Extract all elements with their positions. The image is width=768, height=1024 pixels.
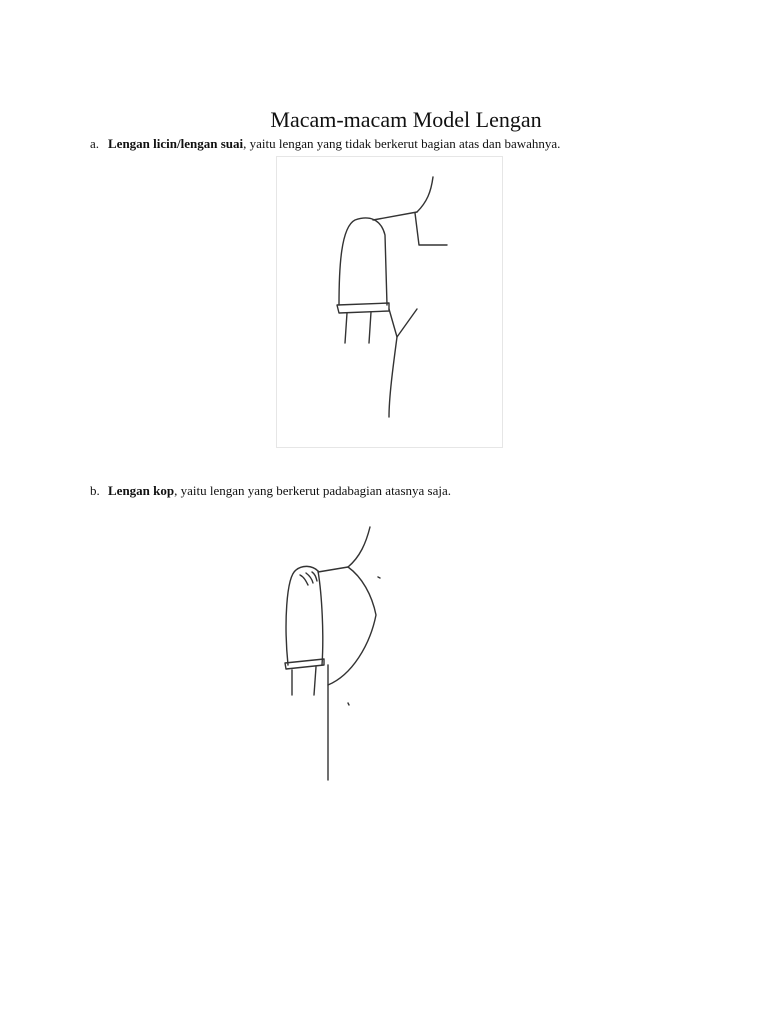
term-lengan-licin: Lengan licin/lengan suai <box>108 136 244 151</box>
description-lengan-kop: , yaitu lengan yang berkerut padabagian atasnya saja. <box>174 483 451 498</box>
list-item-a <box>90 136 560 152</box>
illustration-lengan-kop <box>270 515 420 790</box>
list-marker-a: a. <box>90 136 100 151</box>
list-item-b <box>90 483 451 499</box>
term-lengan-kop: Lengan kop <box>108 483 175 498</box>
description-lengan-licin: , yaitu lengan yang tidak berkerut bagian atas dan bawahnya. <box>243 136 561 151</box>
illustration-lengan-licin <box>276 156 503 448</box>
list-marker-b: b. <box>90 483 100 498</box>
page-title: Macam-macam Model Lengan <box>270 106 542 132</box>
